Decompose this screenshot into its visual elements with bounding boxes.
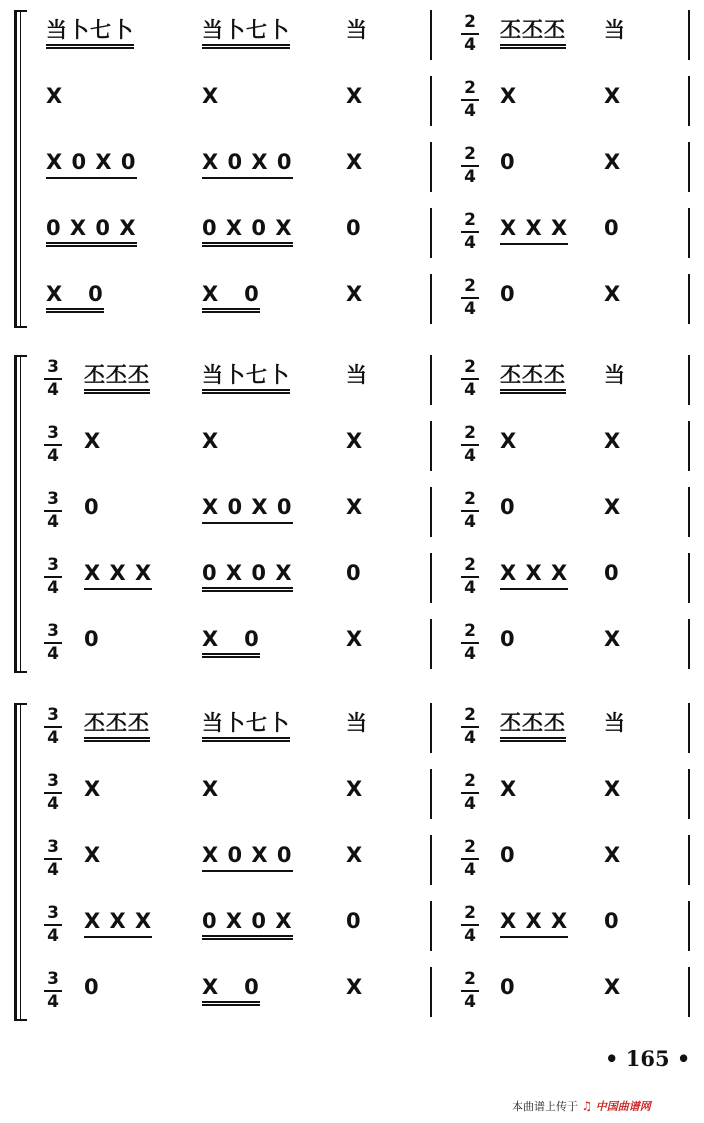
music-note-icon: ♫ bbox=[581, 1099, 593, 1113]
note-group: X X X bbox=[84, 909, 152, 938]
measure-cell bbox=[46, 216, 137, 240]
time-signature bbox=[461, 146, 479, 186]
measure-cell bbox=[500, 909, 568, 933]
time-signature-numerator: 2 bbox=[461, 557, 479, 578]
time-signature bbox=[44, 557, 62, 597]
time-signature-denominator: 4 bbox=[47, 728, 59, 748]
measure-cell bbox=[604, 429, 621, 453]
time-signature bbox=[461, 557, 479, 597]
time-signature-numerator: 3 bbox=[44, 359, 62, 380]
staff-row bbox=[0, 703, 704, 751]
end-barline bbox=[688, 769, 690, 819]
end-barline bbox=[688, 421, 690, 471]
note-group: 丕丕丕 bbox=[500, 363, 566, 394]
measure-cell bbox=[604, 18, 626, 42]
note-group: 0 bbox=[84, 975, 100, 999]
note-group: X bbox=[500, 84, 518, 108]
note-group: X bbox=[500, 777, 518, 801]
time-signature-numerator: 3 bbox=[44, 773, 62, 794]
note-group: 0 X 0 X bbox=[202, 216, 293, 247]
note-group: 0 bbox=[604, 216, 620, 240]
measure-cell bbox=[604, 363, 626, 387]
measure-cell bbox=[346, 150, 363, 174]
staff-row bbox=[0, 142, 704, 190]
note-group: X bbox=[500, 429, 518, 453]
measure-cell bbox=[500, 711, 566, 735]
note-group: 0 bbox=[500, 150, 516, 174]
staff-row bbox=[0, 553, 704, 601]
time-signature-denominator: 4 bbox=[464, 101, 476, 121]
measure-cell bbox=[84, 627, 100, 651]
staff-row bbox=[0, 769, 704, 817]
note-group: 0 X 0 X bbox=[46, 216, 137, 247]
note-group: X 0 X 0 bbox=[46, 150, 137, 179]
note-group: X bbox=[84, 843, 102, 867]
measure-cell bbox=[46, 18, 134, 42]
note-group: X 0 bbox=[202, 627, 260, 658]
time-signature-numerator: 3 bbox=[44, 623, 62, 644]
barline bbox=[430, 421, 432, 471]
end-barline bbox=[688, 142, 690, 192]
staff-row bbox=[0, 901, 704, 949]
measure-cell bbox=[500, 282, 516, 306]
measure-cell bbox=[500, 363, 566, 387]
time-signature bbox=[461, 905, 479, 945]
measure-cell bbox=[202, 216, 293, 240]
note-group: 0 bbox=[500, 975, 516, 999]
note-group: X bbox=[346, 495, 364, 519]
score-system bbox=[0, 703, 704, 1021]
note-group: 0 bbox=[346, 216, 362, 240]
note-group: X X X bbox=[84, 561, 152, 590]
time-signature bbox=[461, 425, 479, 465]
measure-cell bbox=[604, 843, 621, 867]
measure-cell bbox=[346, 711, 368, 735]
measure-cell bbox=[202, 495, 293, 519]
time-signature bbox=[44, 491, 62, 531]
time-signature-numerator: 2 bbox=[461, 80, 479, 101]
measure-cell bbox=[46, 282, 104, 306]
measure-cell bbox=[500, 843, 516, 867]
end-barline bbox=[688, 553, 690, 603]
measure-cell bbox=[84, 429, 101, 453]
measure-cell bbox=[202, 18, 290, 42]
barline bbox=[430, 553, 432, 603]
measure-cell bbox=[202, 429, 219, 453]
watermark-brand: 中国曲谱网 bbox=[595, 1100, 651, 1113]
note-group: 0 X 0 X bbox=[202, 909, 293, 940]
time-signature bbox=[461, 278, 479, 318]
measure-cell bbox=[202, 150, 293, 174]
note-group: X bbox=[346, 84, 364, 108]
time-signature-numerator: 2 bbox=[461, 491, 479, 512]
time-signature bbox=[44, 623, 62, 663]
barline bbox=[430, 703, 432, 753]
measure-cell bbox=[604, 84, 621, 108]
watermark bbox=[512, 1098, 651, 1114]
time-signature bbox=[461, 212, 479, 252]
note-group: X X X bbox=[500, 561, 568, 590]
note-group: X bbox=[604, 495, 622, 519]
measure-cell bbox=[84, 975, 100, 999]
measure-cell bbox=[604, 627, 621, 651]
end-barline bbox=[688, 355, 690, 405]
note-group: X bbox=[604, 843, 622, 867]
measure-cell bbox=[500, 84, 517, 108]
end-barline bbox=[688, 10, 690, 60]
time-signature-denominator: 4 bbox=[464, 233, 476, 253]
measure-cell bbox=[604, 561, 620, 585]
time-signature-numerator: 3 bbox=[44, 971, 62, 992]
measure-cell bbox=[202, 282, 260, 306]
time-signature-numerator: 2 bbox=[461, 146, 479, 167]
note-group: X bbox=[604, 84, 622, 108]
measure-cell bbox=[202, 711, 290, 735]
time-signature-denominator: 4 bbox=[47, 446, 59, 466]
time-signature-denominator: 4 bbox=[464, 578, 476, 598]
time-signature-numerator: 2 bbox=[461, 212, 479, 233]
measure-cell bbox=[604, 777, 621, 801]
time-signature-numerator: 2 bbox=[461, 425, 479, 446]
measure-cell bbox=[500, 216, 568, 240]
note-group: 0 bbox=[346, 561, 362, 585]
note-group: X 0 X 0 bbox=[202, 495, 293, 524]
measure-cell bbox=[346, 909, 362, 933]
note-group: X bbox=[46, 84, 64, 108]
time-signature-denominator: 4 bbox=[464, 992, 476, 1012]
end-barline bbox=[688, 274, 690, 324]
note-group: X bbox=[604, 975, 622, 999]
note-group: 0 bbox=[346, 909, 362, 933]
end-barline bbox=[688, 967, 690, 1017]
measure-cell bbox=[500, 627, 516, 651]
end-barline bbox=[688, 619, 690, 669]
staff-row bbox=[0, 208, 704, 256]
measure-cell bbox=[46, 84, 63, 108]
note-group: X 0 bbox=[202, 975, 260, 1006]
measure-cell bbox=[604, 711, 626, 735]
time-signature bbox=[44, 905, 62, 945]
note-group: X X X bbox=[500, 216, 568, 245]
measure-cell bbox=[604, 150, 621, 174]
time-signature-numerator: 2 bbox=[461, 359, 479, 380]
measure-cell bbox=[346, 429, 363, 453]
staff-row bbox=[0, 967, 704, 1015]
note-group: 0 bbox=[604, 561, 620, 585]
barline bbox=[430, 769, 432, 819]
note-group: X bbox=[346, 975, 364, 999]
time-signature-denominator: 4 bbox=[464, 512, 476, 532]
note-group: X 0 X 0 bbox=[202, 150, 293, 179]
end-barline bbox=[688, 703, 690, 753]
staff-row bbox=[0, 274, 704, 322]
measure-cell bbox=[604, 282, 621, 306]
page-number: • 165 • bbox=[605, 1046, 691, 1071]
time-signature-numerator: 3 bbox=[44, 557, 62, 578]
time-signature-denominator: 4 bbox=[47, 644, 59, 664]
measure-cell bbox=[346, 561, 362, 585]
note-group: X bbox=[604, 282, 622, 306]
staff-row bbox=[0, 76, 704, 124]
measure-cell bbox=[202, 561, 293, 585]
measure-cell bbox=[604, 975, 621, 999]
measure-cell bbox=[202, 843, 293, 867]
time-signature bbox=[461, 80, 479, 120]
staff-row bbox=[0, 355, 704, 403]
note-group: 当卜七卜 bbox=[202, 363, 290, 394]
measure-cell bbox=[346, 282, 363, 306]
time-signature-numerator: 3 bbox=[44, 839, 62, 860]
note-group: X bbox=[346, 150, 364, 174]
note-group: 0 bbox=[84, 495, 100, 519]
barline bbox=[430, 355, 432, 405]
time-signature-denominator: 4 bbox=[464, 299, 476, 319]
time-signature bbox=[461, 971, 479, 1011]
staff-row bbox=[0, 487, 704, 535]
note-group: 当 bbox=[346, 18, 368, 42]
watermark-text: 本曲谱上传于 bbox=[512, 1100, 578, 1113]
barline bbox=[430, 901, 432, 951]
time-signature-denominator: 4 bbox=[464, 860, 476, 880]
time-signature-denominator: 4 bbox=[464, 446, 476, 466]
time-signature bbox=[461, 773, 479, 813]
time-signature bbox=[461, 839, 479, 879]
time-signature bbox=[44, 707, 62, 747]
measure-cell bbox=[346, 84, 363, 108]
end-barline bbox=[688, 76, 690, 126]
measure-cell bbox=[500, 495, 516, 519]
staff-row bbox=[0, 835, 704, 883]
note-group: 当卜七卜 bbox=[46, 18, 134, 49]
note-group: X bbox=[346, 627, 364, 651]
note-group: 0 X 0 X bbox=[202, 561, 293, 592]
measure-cell bbox=[84, 909, 152, 933]
note-group: X bbox=[604, 777, 622, 801]
note-group: 丕丕丕 bbox=[84, 363, 150, 394]
measure-cell bbox=[202, 777, 219, 801]
barline bbox=[430, 619, 432, 669]
measure-cell bbox=[500, 561, 568, 585]
measure-cell bbox=[500, 777, 517, 801]
time-signature-numerator: 2 bbox=[461, 905, 479, 926]
measure-cell bbox=[604, 495, 621, 519]
measure-cell bbox=[202, 909, 293, 933]
time-signature bbox=[44, 839, 62, 879]
barline bbox=[430, 487, 432, 537]
note-group: X 0 bbox=[202, 282, 260, 313]
measure-cell bbox=[84, 561, 152, 585]
measure-cell bbox=[604, 216, 620, 240]
time-signature-numerator: 2 bbox=[461, 14, 479, 35]
note-group: 丕丕丕 bbox=[500, 711, 566, 742]
time-signature-denominator: 4 bbox=[464, 380, 476, 400]
measure-cell bbox=[84, 711, 150, 735]
note-group: 当 bbox=[346, 363, 368, 387]
note-group: X bbox=[84, 429, 102, 453]
barline bbox=[430, 142, 432, 192]
time-signature-numerator: 3 bbox=[44, 491, 62, 512]
note-group: 当 bbox=[604, 363, 626, 387]
barline bbox=[430, 274, 432, 324]
time-signature-denominator: 4 bbox=[47, 794, 59, 814]
barline bbox=[430, 967, 432, 1017]
time-signature-denominator: 4 bbox=[464, 926, 476, 946]
note-group: X bbox=[84, 777, 102, 801]
measure-cell bbox=[346, 216, 362, 240]
staff-row bbox=[0, 421, 704, 469]
end-barline bbox=[688, 901, 690, 951]
time-signature bbox=[461, 359, 479, 399]
time-signature-numerator: 3 bbox=[44, 707, 62, 728]
time-signature-denominator: 4 bbox=[47, 926, 59, 946]
measure-cell bbox=[346, 627, 363, 651]
note-group: X bbox=[346, 429, 364, 453]
note-group: 0 bbox=[604, 909, 620, 933]
note-group: X bbox=[202, 84, 220, 108]
time-signature bbox=[44, 359, 62, 399]
measure-cell bbox=[500, 975, 516, 999]
time-signature-numerator: 2 bbox=[461, 773, 479, 794]
measure-cell bbox=[346, 363, 368, 387]
note-group: 0 bbox=[500, 627, 516, 651]
note-group: X bbox=[346, 777, 364, 801]
time-signature-numerator: 2 bbox=[461, 707, 479, 728]
time-signature-denominator: 4 bbox=[47, 578, 59, 598]
note-group: 0 bbox=[84, 627, 100, 651]
time-signature-numerator: 2 bbox=[461, 839, 479, 860]
staff-row bbox=[0, 619, 704, 667]
time-signature-numerator: 2 bbox=[461, 623, 479, 644]
measure-cell bbox=[46, 150, 137, 174]
measure-cell bbox=[346, 843, 363, 867]
note-group: 当卜七卜 bbox=[202, 18, 290, 49]
time-signature bbox=[461, 623, 479, 663]
time-signature-denominator: 4 bbox=[47, 860, 59, 880]
note-group: 当卜七卜 bbox=[202, 711, 290, 742]
note-group: X bbox=[604, 150, 622, 174]
note-group: X bbox=[202, 429, 220, 453]
note-group: 0 bbox=[500, 495, 516, 519]
note-group: X bbox=[604, 429, 622, 453]
time-signature bbox=[44, 773, 62, 813]
measure-cell bbox=[84, 495, 100, 519]
measure-cell bbox=[202, 627, 260, 651]
note-group: 丕丕丕 bbox=[500, 18, 566, 49]
barline bbox=[430, 835, 432, 885]
note-group: 当 bbox=[346, 711, 368, 735]
barline bbox=[430, 10, 432, 60]
barline bbox=[430, 76, 432, 126]
time-signature bbox=[461, 707, 479, 747]
time-signature-numerator: 3 bbox=[44, 905, 62, 926]
barline bbox=[430, 208, 432, 258]
measure-cell bbox=[84, 777, 101, 801]
note-group: X bbox=[346, 282, 364, 306]
time-signature-denominator: 4 bbox=[47, 512, 59, 532]
measure-cell bbox=[500, 429, 517, 453]
time-signature-denominator: 4 bbox=[464, 644, 476, 664]
measure-cell bbox=[346, 777, 363, 801]
measure-cell bbox=[202, 975, 260, 999]
time-signature-denominator: 4 bbox=[47, 992, 59, 1012]
note-group: 当 bbox=[604, 711, 626, 735]
measure-cell bbox=[346, 18, 368, 42]
note-group: 当 bbox=[604, 18, 626, 42]
note-group: X bbox=[604, 627, 622, 651]
measure-cell bbox=[84, 843, 101, 867]
note-group: 丕丕丕 bbox=[84, 711, 150, 742]
time-signature-denominator: 4 bbox=[464, 167, 476, 187]
time-signature-denominator: 4 bbox=[464, 728, 476, 748]
note-group: X X X bbox=[500, 909, 568, 938]
time-signature bbox=[44, 971, 62, 1011]
note-group: X bbox=[346, 843, 364, 867]
time-signature-denominator: 4 bbox=[47, 380, 59, 400]
time-signature-numerator: 3 bbox=[44, 425, 62, 446]
score-system bbox=[0, 10, 704, 328]
measure-cell bbox=[500, 150, 516, 174]
time-signature-denominator: 4 bbox=[464, 35, 476, 55]
time-signature bbox=[461, 14, 479, 54]
note-group: 0 bbox=[500, 282, 516, 306]
measure-cell bbox=[202, 363, 290, 387]
time-signature bbox=[461, 491, 479, 531]
end-barline bbox=[688, 835, 690, 885]
score-system bbox=[0, 355, 704, 673]
staff-row bbox=[0, 10, 704, 58]
measure-cell bbox=[346, 495, 363, 519]
measure-cell bbox=[500, 18, 566, 42]
measure-cell bbox=[202, 84, 219, 108]
time-signature-numerator: 2 bbox=[461, 971, 479, 992]
note-group: X 0 bbox=[46, 282, 104, 313]
end-barline bbox=[688, 208, 690, 258]
time-signature bbox=[44, 425, 62, 465]
end-barline bbox=[688, 487, 690, 537]
measure-cell bbox=[604, 909, 620, 933]
note-group: X bbox=[202, 777, 220, 801]
time-signature-numerator: 2 bbox=[461, 278, 479, 299]
measure-cell bbox=[84, 363, 150, 387]
note-group: 0 bbox=[500, 843, 516, 867]
measure-cell bbox=[346, 975, 363, 999]
note-group: X 0 X 0 bbox=[202, 843, 293, 872]
time-signature-denominator: 4 bbox=[464, 794, 476, 814]
